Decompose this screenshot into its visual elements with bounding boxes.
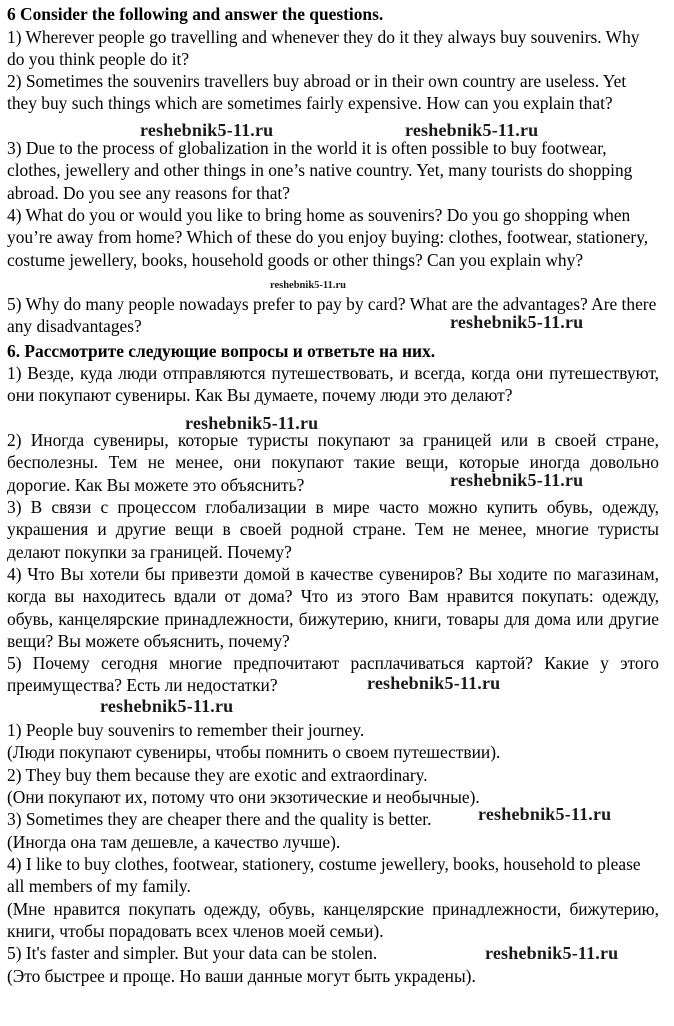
answer-2-english: 2) They buy them because they are exotic and extraordinary. <box>7 765 428 785</box>
watermark: reshebnik5-11.ru <box>405 120 539 140</box>
watermark: reshebnik5-11.ru <box>478 804 612 824</box>
answer-5-russian: (Это быстрее и проще. Но ваши данные могут быть украдены). <box>7 966 476 986</box>
answer-2-russian: (Они покупают их, потому что они экзотические и необычные). <box>7 787 480 807</box>
watermark: reshebnik5-11.ru <box>140 120 274 140</box>
english-question-4: 4) What do you or would you like to bring home as souvenirs? Do you go shopping when you’re away from home? Which of these do you enjoy buying: clothes, footwear, stationery, costume jewellery, books, household goods or other things? Can you explain why? <box>7 205 649 270</box>
watermark: reshebnik5-11.ru <box>450 312 584 332</box>
watermark: reshebnik5-11.ru <box>100 696 234 716</box>
english-question-2: 2) Sometimes the souvenirs travellers buy abroad or in their own country are useless. Yet they buy such things which are sometimes fairly expensive. How can you explain that? <box>7 71 627 114</box>
answer-1-english: 1) People buy souvenirs to remember their journey. <box>7 720 365 740</box>
answer-1-russian: (Люди покупают сувениры, чтобы помнить о своем путешествии). <box>7 742 501 762</box>
watermark: reshebnik5-11.ru <box>450 470 584 490</box>
answer-5-english: 5) It's faster and simpler. But your data can be stolen. <box>7 943 378 963</box>
russian-question-1: 1) Везде, куда люди отправляются путешествовать, и всегда, когда они путешествуют, они покупают сувениры. Как Вы думаете, почему люди это делают? <box>7 363 659 406</box>
watermark: reshebnik5-11.ru <box>367 673 501 693</box>
english-question-5: 5) Why do many people nowadays prefer to pay by card? What are the advantages? Are there any disadvantages? <box>7 294 657 337</box>
answer-3-english: 3) Sometimes they are cheaper there and the quality is better. <box>7 809 432 829</box>
russian-question-4: 4) Что Вы хотели бы привезти домой в качестве сувениров? Вы ходите по магазинам, когда вы находитесь вдали от дома? Что из этого Вам нравится покупать: одежду, обувь, канцелярские принадлежности, бижутерию, книги, товары для дома или другие вещи? Вы можете объяснить, почему? <box>7 564 659 651</box>
answer-4-russian: (Мне нравится покупать одежду, обувь, канцелярские принадлежности, бижутерию, книги, чтобы порадовать всех членов моей семьи). <box>7 899 659 942</box>
watermark: reshebnik5-11.ru <box>270 280 346 291</box>
answer-3-russian: (Иногда она там дешевле, а качество лучше). <box>7 832 341 852</box>
english-question-3: 3) Due to the process of globalization in the world it is often possible to buy footwear, clothes, jewellery and other things in one’s native country. Yet, many tourists do shopping abroad. Do you see any reasons for that? <box>7 138 633 203</box>
russian-heading: 6. Рассмотрите следующие вопросы и ответьте на них. <box>7 341 436 361</box>
watermark: reshebnik5-11.ru <box>485 943 619 963</box>
russian-question-2: 2) Иногда сувениры, которые туристы покупают за границей или в своей стране, бесполезны. Тем не менее, они покупают такие вещи, которые иногда довольно дорогие. Как Вы можете это объяснить? <box>7 430 659 495</box>
english-heading: 6 Consider the following and answer the questions. <box>7 4 384 24</box>
russian-question-3: 3) В связи с процессом глобализации в мире часто можно купить обувь, одежду, украшения и другие вещи в своей родной стране. Тем не менее, многие туристы делают покупки за границей. Почему? <box>7 497 659 562</box>
english-question-1: 1) Wherever people go travelling and whenever they do it they always buy souvenirs. Why do you think people do it? <box>7 27 640 70</box>
watermark: reshebnik5-11.ru <box>185 413 319 433</box>
russian-question-5: 5) Почему сегодня многие предпочитают расплачиваться картой? Какие у этого преимущества? Есть ли недостатки? <box>7 653 659 696</box>
answer-4-english: 4) I like to buy clothes, footwear, stationery, costume jewellery, books, household to please all members of my family. <box>7 854 641 897</box>
